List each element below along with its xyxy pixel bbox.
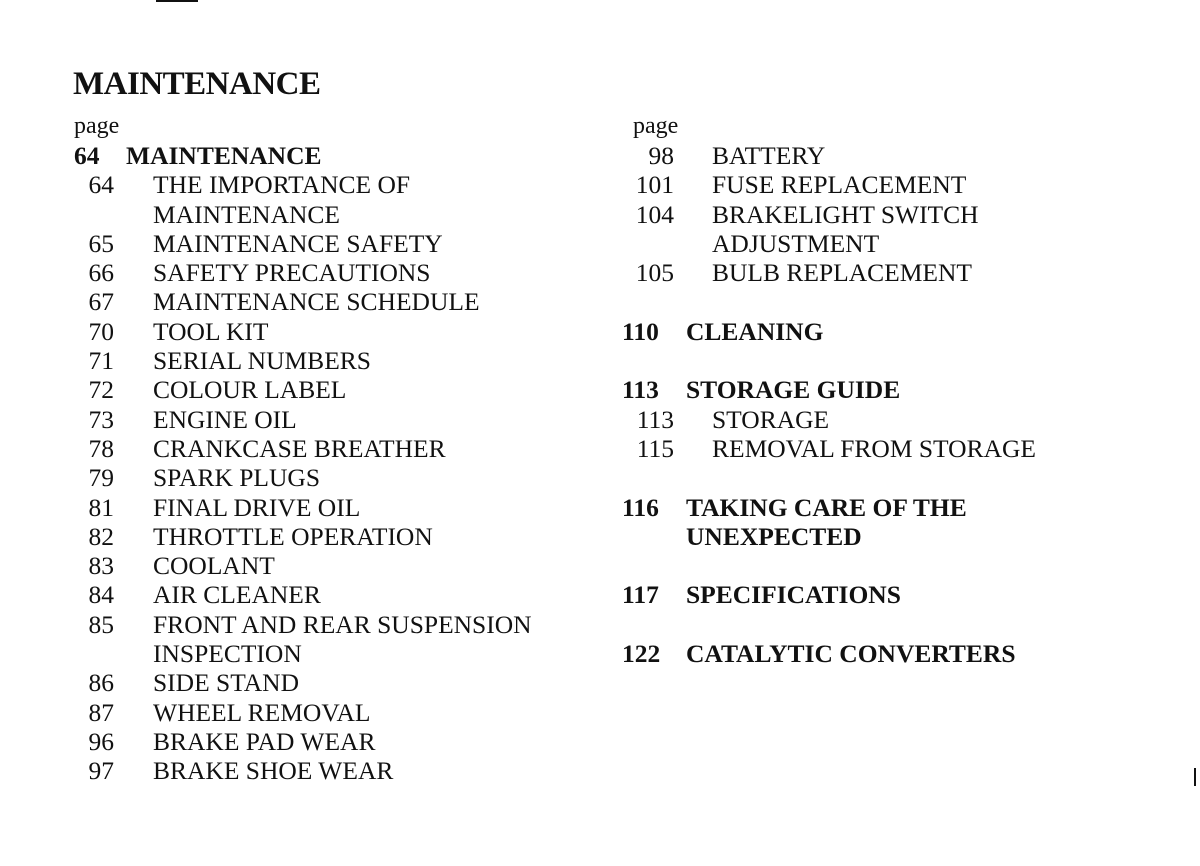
toc-entry-title: FRONT AND REAR SUSPENSION INSPECTION: [153, 609, 532, 669]
toc-entry-title: SAFETY PRECAUTIONS: [153, 258, 431, 288]
toc-entry-title: COOLANT: [153, 551, 275, 581]
toc-page-number: 115: [636, 433, 674, 463]
page-column-label: page: [633, 113, 679, 139]
toc-entry: [74, 317, 604, 346]
toc-entry-title: REMOVAL FROM STORAGE: [712, 433, 1037, 463]
section-gap: [622, 610, 1182, 639]
toc-entry-title: SERIAL NUMBERS: [153, 346, 371, 376]
toc-entry: [74, 756, 604, 785]
toc-entry-title: FINAL DRIVE OIL: [153, 492, 361, 522]
toc-entry-title: STORAGE GUIDE: [686, 375, 901, 405]
toc-page-number: 85: [88, 609, 114, 639]
toc-page-number: 84: [88, 580, 114, 610]
toc-entry: [74, 463, 604, 492]
section-gap: [622, 287, 1182, 316]
page-column-label: page: [74, 113, 120, 139]
toc-section-heading: [622, 580, 1182, 609]
toc-entry: [74, 346, 604, 375]
toc-entry: [622, 434, 1182, 463]
toc-section-heading: [74, 141, 604, 170]
toc-entry: [622, 258, 1182, 287]
toc-page-number: 122: [622, 639, 661, 669]
toc-page-number: 73: [88, 404, 114, 434]
toc-entry: [74, 405, 604, 434]
toc-entry: [74, 522, 604, 551]
toc-entry-title: THROTTLE OPERATION: [153, 521, 433, 551]
toc-entry-title: FUSE REPLACEMENT: [712, 170, 967, 200]
toc-entry-title: BRAKE PAD WEAR: [153, 726, 376, 756]
toc-entry: [74, 229, 604, 258]
toc-page-number: 105: [635, 258, 674, 288]
toc-entry-title: AIR CLEANER: [153, 580, 321, 610]
toc-page-number: 64: [74, 141, 100, 170]
toc-entry: [74, 375, 604, 404]
toc-entry-title: COLOUR LABEL: [153, 375, 347, 405]
toc-entry: [622, 141, 1182, 170]
toc-page-number: 104: [635, 199, 674, 229]
toc-entry-title: THE IMPORTANCE OF MAINTENANCE: [153, 170, 411, 229]
toc-entry-title: TOOL KIT: [153, 316, 269, 346]
toc-entry-title: BRAKE SHOE WEAR: [153, 756, 394, 786]
toc-entry: [74, 580, 604, 609]
toc-entry: [74, 698, 604, 727]
toc-entry-title: SPECIFICATIONS: [686, 580, 901, 610]
toc-entry-title: TAKING CARE OF THE UNEXPECTED: [686, 492, 967, 551]
toc-page-number: 87: [88, 697, 114, 727]
toc-page-number: 110: [622, 316, 659, 346]
toc-entry-title: WHEEL REMOVAL: [153, 697, 371, 727]
toc-entry: [74, 727, 604, 756]
toc-entry: [622, 200, 1182, 259]
toc-page-number: 116: [622, 492, 659, 522]
toc-entries-right: [622, 141, 1182, 668]
toc-page-number: 65: [88, 228, 114, 258]
toc-page-number: 71: [88, 346, 114, 376]
section-gap: [622, 551, 1182, 580]
toc-page-number: 70: [88, 316, 114, 346]
toc-section-heading: [622, 375, 1182, 404]
toc-entry-title: CRANKCASE BREATHER: [153, 433, 446, 463]
toc-entry: [622, 405, 1182, 434]
toc-page-number: 79: [88, 463, 114, 493]
toc-page-number: 117: [622, 580, 659, 610]
section-gap: [622, 346, 1182, 375]
toc-entry: [622, 170, 1182, 199]
toc-page-number: 98: [648, 141, 674, 170]
toc-page-number: 72: [88, 375, 114, 405]
toc-section-heading: [622, 317, 1182, 346]
toc-entry: [74, 434, 604, 463]
page-top-mark: [156, 0, 198, 2]
toc-entry-title: BATTERY: [712, 141, 826, 170]
toc-right-column: [622, 112, 1182, 668]
toc-entry: [74, 170, 604, 229]
toc-section-heading: [622, 493, 1182, 552]
toc-entry: [74, 610, 604, 669]
toc-entry-title: SPARK PLUGS: [153, 463, 321, 493]
toc-entry: [74, 551, 604, 580]
toc-entry-title: BULB REPLACEMENT: [712, 258, 972, 288]
toc-entries-left: [74, 141, 604, 786]
toc-entry-title: MAINTENANCE SCHEDULE: [153, 287, 480, 317]
toc-entry-title: BRAKELIGHT SWITCH ADJUSTMENT: [712, 199, 979, 258]
toc-entry: [74, 668, 604, 697]
page-edge-mark: [1194, 768, 1196, 786]
toc-page-number: 66: [88, 258, 114, 288]
toc-page-number: 96: [88, 726, 114, 756]
toc-entry: [74, 258, 604, 287]
toc-entry-title: MAINTENANCE SAFETY: [153, 228, 443, 258]
toc-entry-title: CLEANING: [686, 316, 824, 346]
toc-page-number: 101: [635, 170, 674, 200]
toc-entry: [74, 493, 604, 522]
toc-page-number: 81: [88, 492, 114, 522]
toc-left-column: [74, 112, 604, 786]
toc-page-number: 97: [88, 756, 114, 786]
toc-entry: [74, 287, 604, 316]
toc-page-number: 113: [636, 404, 674, 434]
toc-entry-title: CATALYTIC CONVERTERS: [686, 639, 1016, 669]
page-title: MAINTENANCE: [73, 66, 321, 102]
toc-page-number: 64: [88, 170, 114, 200]
toc-page-number: 78: [88, 433, 114, 463]
section-gap: [622, 463, 1182, 492]
toc-entry-title: SIDE STAND: [153, 668, 300, 698]
toc-page-number: 67: [88, 287, 114, 317]
toc-page-number: 113: [622, 375, 659, 405]
toc-page-number: 83: [88, 551, 114, 581]
toc-page-number: 82: [88, 521, 114, 551]
toc-page-number: 86: [88, 668, 114, 698]
toc-entry-title: ENGINE OIL: [153, 404, 297, 434]
toc-entry-title: MAINTENANCE: [126, 141, 322, 170]
toc-entry-title: STORAGE: [712, 404, 830, 434]
toc-section-heading: [622, 639, 1182, 668]
